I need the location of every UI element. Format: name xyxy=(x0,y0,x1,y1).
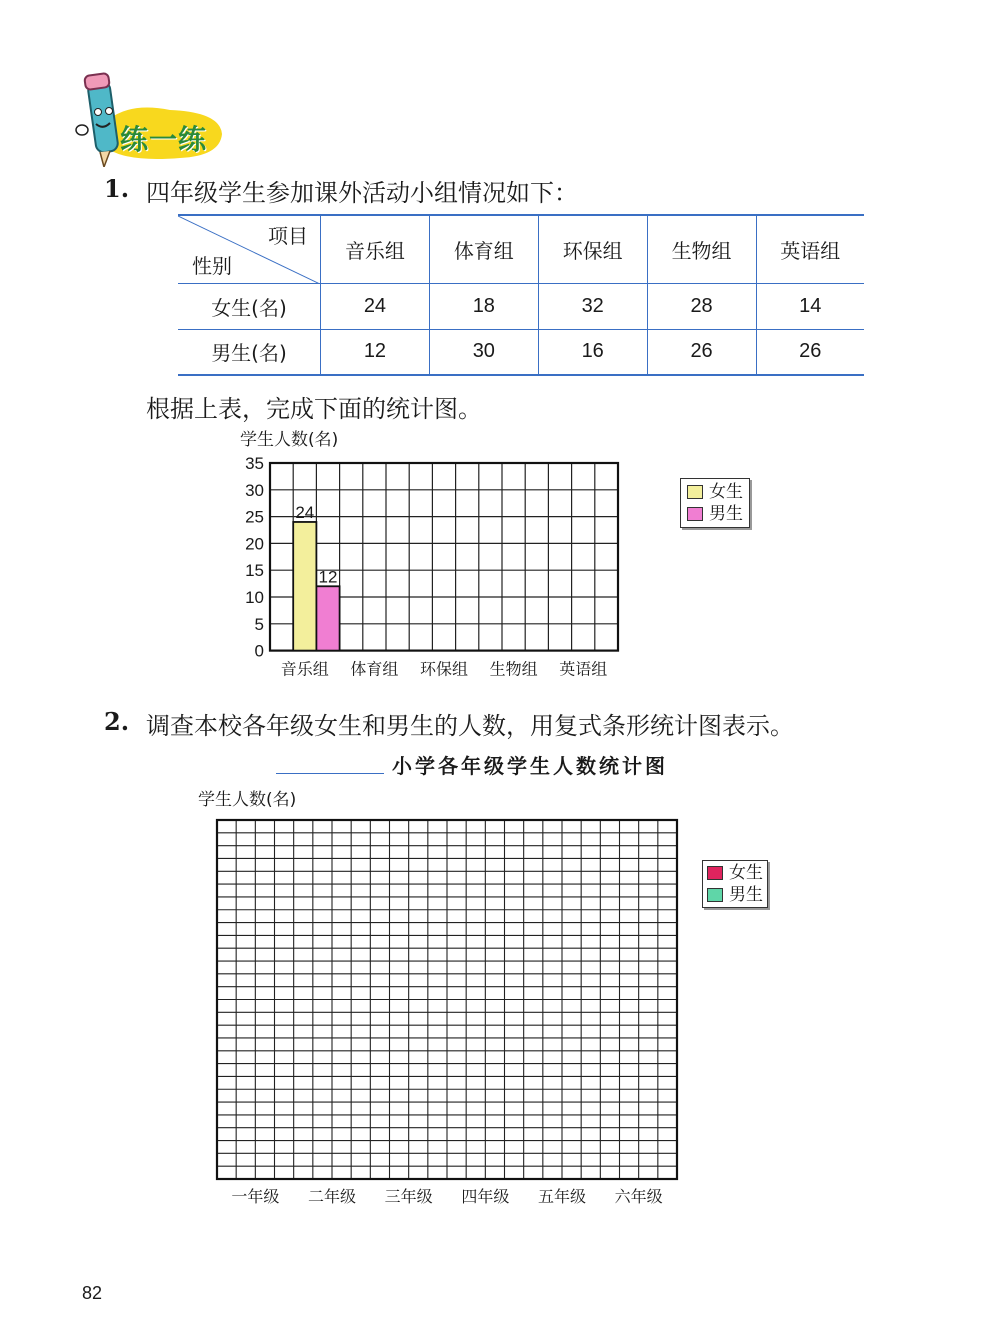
row-label: 女生(名) xyxy=(178,283,321,329)
x-tick-label: 四年级 xyxy=(461,1187,510,1206)
chart2-title: 小学各年级学生人数统计图 xyxy=(392,754,668,778)
y-tick-label: 25 xyxy=(245,507,264,527)
legend-label-boys: 男生 xyxy=(729,885,763,905)
exercise-badge-label: 练一练 xyxy=(120,123,208,156)
legend-swatch-girls xyxy=(687,485,703,499)
legend-label-girls: 女生 xyxy=(709,482,743,502)
bar-boys xyxy=(316,586,339,650)
question-2-number: 2. xyxy=(104,707,130,736)
bar-data-label: 12 xyxy=(318,567,338,587)
legend-item-boys xyxy=(687,503,743,525)
legend-swatch-girls xyxy=(707,866,723,880)
y-tick-label: 20 xyxy=(245,534,264,554)
table-cell: 26 xyxy=(647,329,756,375)
legend-label-girls: 女生 xyxy=(729,863,763,883)
table-cell: 12 xyxy=(321,329,430,375)
table-cell: 16 xyxy=(538,329,647,375)
y-tick-label: 0 xyxy=(254,641,264,661)
corner-label-gender: 性别 xyxy=(192,253,232,278)
legend-label-boys: 男生 xyxy=(709,504,743,524)
x-tick-label: 一年级 xyxy=(231,1187,280,1206)
title-blank-line xyxy=(276,773,384,774)
corner-label-item: 项目 xyxy=(268,224,308,248)
table-header-cell: 环保组 xyxy=(538,215,647,283)
legend-item-girls xyxy=(687,481,743,503)
table-corner-cell xyxy=(178,215,321,283)
chart-activity-groups xyxy=(230,425,660,687)
x-tick-label: 环保组 xyxy=(419,659,469,679)
x-tick-label: 生物组 xyxy=(489,659,538,679)
bar-girls xyxy=(293,522,316,651)
table-row xyxy=(178,329,864,375)
x-tick-label: 英语组 xyxy=(559,659,608,679)
y-tick-label: 30 xyxy=(245,480,264,500)
x-tick-label: 三年级 xyxy=(384,1187,433,1206)
table-cell: 26 xyxy=(756,329,864,375)
question-1-number: 1. xyxy=(104,174,130,203)
table-row xyxy=(178,283,864,329)
table-cell: 28 xyxy=(647,283,756,329)
table-cell: 18 xyxy=(429,283,538,329)
y-tick-label: 5 xyxy=(254,614,264,634)
chart-grade-students xyxy=(190,785,690,1215)
table-header-cell: 体育组 xyxy=(429,215,538,283)
x-tick-label: 二年级 xyxy=(307,1187,357,1206)
table-cell: 30 xyxy=(429,329,538,375)
x-tick-label: 体育组 xyxy=(350,659,399,679)
pencil-mascot-icon xyxy=(76,73,119,167)
x-tick-label: 六年级 xyxy=(614,1187,663,1206)
table-cell: 14 xyxy=(756,283,864,329)
table-cell: 32 xyxy=(538,283,647,329)
question-1-instruction: 根据上表，完成下面的统计图。 xyxy=(146,395,482,423)
y-axis-label: 学生人数(名) xyxy=(198,790,297,810)
x-tick-label: 音乐组 xyxy=(280,659,329,679)
row-label: 男生(名) xyxy=(211,341,287,366)
legend-swatch-boys xyxy=(707,888,723,902)
chart1-legend xyxy=(680,478,750,528)
table-header-cell: 音乐组 xyxy=(321,215,430,283)
x-tick-label: 五年级 xyxy=(537,1187,587,1206)
legend-item-boys xyxy=(707,884,763,906)
table-header-cell: 英语组 xyxy=(756,215,864,283)
legend-item-girls xyxy=(707,862,763,884)
bar-data-label: 24 xyxy=(295,502,315,522)
chart2-legend xyxy=(702,860,768,908)
y-tick-label: 15 xyxy=(245,561,264,581)
page-number: 82 xyxy=(82,1283,103,1303)
question-2-text: 调查本校各年级女生和男生的人数，用复式条形统计图表示。 xyxy=(146,712,794,740)
table-cell: 24 xyxy=(321,283,430,329)
y-axis-label: 学生人数(名) xyxy=(240,430,339,450)
question-1-text: 四年级学生参加课外活动小组情况如下： xyxy=(146,179,578,207)
y-tick-label: 35 xyxy=(245,454,264,473)
legend-swatch-boys xyxy=(687,507,703,521)
activity-table xyxy=(178,214,864,376)
table-header-cell: 生物组 xyxy=(647,215,756,283)
y-tick-label: 10 xyxy=(245,588,264,607)
